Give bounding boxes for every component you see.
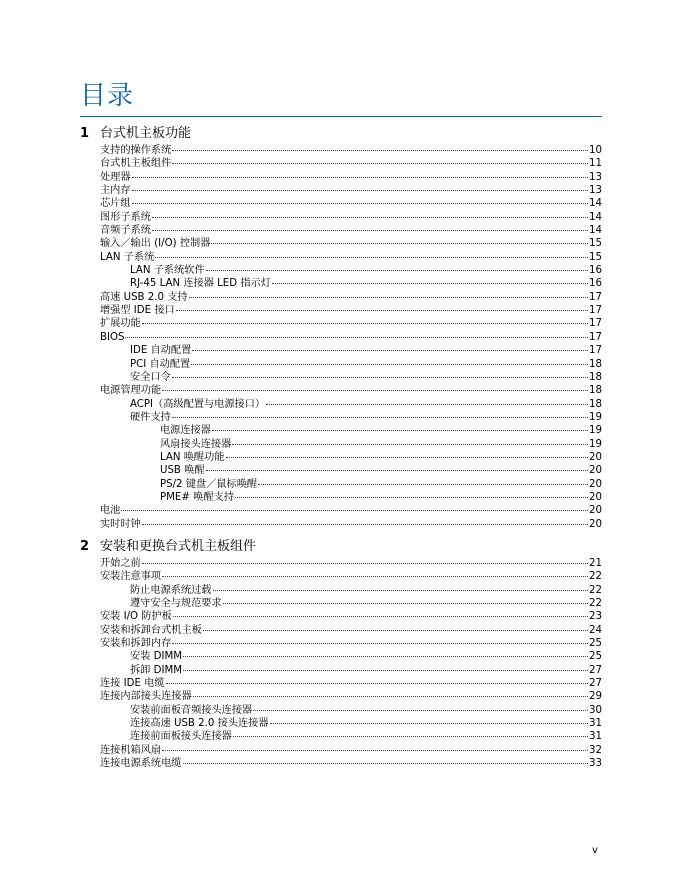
toc-entry[interactable] [100, 171, 602, 184]
toc-entry-title: 开始之前 [100, 558, 141, 569]
toc-entry[interactable] [100, 157, 602, 170]
toc-entry-title: 安装 I/O 防护板 [100, 611, 172, 623]
dot-leader [226, 457, 589, 458]
chapter-heading-2 [80, 538, 602, 556]
dot-leader [192, 350, 588, 351]
toc-entry-page: 27 [589, 678, 602, 690]
toc-entry-title: 安装和拆卸台式机主板 [100, 624, 202, 636]
toc-entry-title: BIOS [100, 331, 125, 343]
dot-leader [142, 524, 588, 525]
dot-leader [172, 163, 588, 164]
toc-entry-title: 电源连接器 [160, 425, 211, 437]
toc-entry[interactable] [100, 317, 602, 330]
toc-entry-page: 21 [589, 558, 602, 569]
toc-entry-page: 25 [589, 638, 602, 650]
toc-entry-title: 电池 [100, 505, 121, 517]
dot-leader [183, 763, 589, 764]
dot-leader [212, 430, 588, 431]
toc-entry[interactable] [100, 557, 602, 570]
toc-entry-title: 连接机箱风扇 [100, 744, 162, 756]
dot-leader [206, 270, 588, 271]
toc-entry[interactable] [100, 677, 602, 690]
toc-entry-page: 22 [589, 598, 602, 610]
toc-entry-title: 安全口令 [130, 371, 171, 383]
toc-entry[interactable] [100, 291, 602, 304]
dot-leader [270, 723, 589, 724]
dot-leader [235, 497, 588, 498]
toc-entry-title: PCI 自动配置 [130, 358, 191, 370]
toc-entry[interactable] [100, 371, 602, 384]
toc-entry[interactable] [100, 637, 602, 650]
toc-entry-page: 20 [589, 451, 602, 463]
toc-entry-title: 连接 IDE 电缆 [100, 678, 165, 690]
toc-entry[interactable] [100, 358, 602, 371]
toc-entry-title: 连接高速 USB 2.0 接头连接器 [130, 718, 269, 730]
toc-entry[interactable] [100, 251, 602, 264]
toc-entry-title: IDE 自动配置 [130, 345, 192, 357]
toc-entry[interactable] [100, 570, 602, 583]
toc-entry-page: 17 [589, 318, 602, 330]
toc-entry-page: 16 [589, 278, 602, 290]
dot-leader [121, 510, 588, 511]
toc-entry-title: 安装前面板音频接头连接器 [130, 704, 253, 716]
toc-entry-page: 25 [589, 651, 602, 663]
toc-entry[interactable] [100, 491, 602, 504]
dot-leader [132, 190, 588, 191]
toc-entry-page: 20 [589, 465, 602, 477]
toc-entry[interactable] [100, 464, 602, 477]
toc-entry[interactable] [100, 144, 602, 157]
dot-leader [125, 337, 588, 338]
toc-entry[interactable] [100, 224, 602, 237]
dot-leader [152, 230, 588, 231]
toc-entry[interactable] [100, 757, 602, 770]
toc-entry-title: 安装和拆卸内存 [100, 638, 172, 650]
dot-leader [166, 683, 589, 684]
toc-entry[interactable] [100, 744, 602, 757]
toc-entry[interactable] [100, 384, 602, 397]
toc-entry-title: 芯片组 [100, 198, 131, 210]
toc-entry[interactable] [100, 438, 602, 451]
chapter-title: 安装和更换台式机主板组件 [100, 539, 257, 554]
toc-entry-page: 27 [589, 664, 602, 676]
toc-entry-page: 18 [589, 358, 602, 370]
toc-entry-title: LAN 子系统 [100, 251, 155, 263]
dot-leader [183, 656, 588, 657]
toc-entry-page: 14 [589, 198, 602, 210]
toc-entry-page: 13 [589, 185, 602, 197]
toc-entry[interactable] [100, 344, 602, 357]
toc-entry-title: 主内存 [100, 185, 131, 197]
toc-entry[interactable] [100, 650, 602, 663]
dot-leader [176, 310, 588, 311]
toc-entry-title: 实时时钟 [100, 518, 141, 530]
chapter-title: 台式机主板功能 [100, 126, 192, 141]
toc-entry-page: 33 [589, 758, 602, 770]
dot-leader [211, 243, 588, 244]
toc-entry[interactable] [100, 277, 602, 290]
toc-entry-title: 台式机主板组件 [100, 158, 172, 170]
dot-leader [203, 630, 588, 631]
toc-entry-title: 图形子系统 [100, 211, 151, 223]
toc-entry-page: 22 [589, 584, 602, 596]
toc-entry-page: 32 [589, 744, 602, 756]
toc-entry-title: PS/2 键盘／鼠标唤醒 [160, 478, 258, 490]
toc-entry[interactable] [100, 597, 602, 610]
toc-entry-title: 电源管理功能 [100, 385, 162, 397]
dot-leader [172, 150, 588, 151]
toc-entry-title: ACPI（高级配置与电源接口） [130, 398, 266, 410]
toc-entry-title: PME# 唤醒支持 [160, 491, 234, 503]
toc-entry[interactable] [100, 331, 602, 344]
toc-entry[interactable] [100, 584, 602, 597]
dot-leader [173, 616, 588, 617]
dot-leader [183, 670, 588, 671]
toc-entry-title: 支持的操作系统 [100, 145, 172, 156]
dot-leader [172, 377, 588, 378]
toc-entry-page: 14 [589, 225, 602, 237]
dot-leader [152, 217, 588, 218]
toc-entry[interactable] [100, 478, 602, 491]
dot-leader [172, 643, 588, 644]
toc-entry-page: 20 [589, 478, 602, 490]
toc-entry-page: 23 [589, 611, 602, 623]
dot-leader [191, 364, 588, 365]
toc-entry-title: 增强型 IDE 接口 [100, 305, 175, 317]
toc-entry[interactable] [100, 264, 602, 277]
toc-entry-page: 17 [589, 345, 602, 357]
toc-entry-page: 24 [589, 624, 602, 636]
toc-entry-page: 15 [589, 238, 602, 250]
dot-leader [206, 470, 589, 471]
toc-entry[interactable] [100, 424, 602, 437]
toc-entry-page: 19 [589, 411, 602, 423]
toc-entry-title: RJ-45 LAN 连接器 LED 指示灯 [130, 278, 271, 290]
toc-entry-title: 扩展功能 [100, 318, 141, 330]
toc-entry-page: 29 [589, 691, 602, 703]
dot-leader [162, 390, 588, 391]
toc-entry-page: 18 [589, 385, 602, 397]
toc-entry-title: 安装 DIMM [130, 651, 183, 663]
toc-entry[interactable] [100, 730, 602, 743]
dot-leader [232, 444, 588, 445]
toc-entry[interactable] [100, 184, 602, 197]
toc-entry-title: 连接内部接头连接器 [100, 691, 192, 703]
toc-entry-title: LAN 唤醒功能 [160, 451, 225, 463]
toc-entry-title: 连接电源系统电缆 [100, 758, 182, 770]
toc-entry-page: 11 [589, 158, 602, 170]
page-number: v [592, 845, 598, 856]
toc-entry[interactable] [100, 717, 602, 730]
toc-entry-page: 20 [589, 518, 602, 530]
dot-leader [258, 484, 588, 485]
toc-entry[interactable] [100, 398, 602, 411]
toc-entry[interactable] [100, 518, 602, 531]
toc-entry[interactable] [100, 664, 602, 677]
title-divider [80, 116, 602, 117]
toc-entry-page: 17 [589, 331, 602, 343]
dot-leader [132, 177, 588, 178]
dot-leader [132, 203, 588, 204]
toc-entry[interactable] [100, 610, 602, 623]
toc-entry-title: 拆卸 DIMM [130, 664, 183, 676]
toc-entry-title: 输入／输出 (I/O) 控制器 [100, 238, 211, 250]
toc-entry[interactable] [100, 504, 602, 517]
dot-leader [162, 750, 588, 751]
toc-entry-page: 14 [589, 211, 602, 223]
toc-entry[interactable] [100, 411, 602, 424]
dot-leader [142, 323, 588, 324]
toc-entry[interactable] [100, 704, 602, 717]
dot-leader [213, 590, 589, 591]
toc-entry-title: 连接前面板接头连接器 [130, 731, 232, 743]
chapter-number: 1 [80, 126, 90, 141]
toc-entry-page: 18 [589, 371, 602, 383]
dot-leader [253, 710, 588, 711]
toc-entry-title: USB 唤醒 [160, 465, 205, 477]
dot-leader [272, 283, 588, 284]
chapter-2-entries [100, 557, 602, 771]
dot-leader [172, 417, 588, 418]
toc-entry-title: LAN 子系统软件 [130, 265, 205, 277]
toc-entry-title: 硬件支持 [130, 411, 171, 423]
toc-entry-page: 19 [589, 438, 602, 450]
dot-leader [142, 563, 588, 564]
toc-entry[interactable] [100, 624, 602, 637]
toc-entry-page: 13 [589, 171, 602, 183]
dot-leader [266, 404, 588, 405]
toc-entry-title: 音频子系统 [100, 225, 151, 237]
toc-entry-page: 18 [589, 398, 602, 410]
toc-entry-title: 安装注意事项 [100, 571, 162, 583]
dot-leader [233, 736, 588, 737]
toc-entry-page: 20 [589, 505, 602, 517]
toc-entry-page: 17 [589, 291, 602, 303]
toc-entry-title: 遵守安全与规范要求 [130, 598, 222, 610]
chapter-1-entries [100, 144, 602, 531]
toc-entry-page: 20 [589, 491, 602, 503]
toc-entry-title: 风扇接头连接器 [160, 438, 232, 450]
toc-entry-title: 防止电源系统过载 [130, 584, 212, 596]
toc-entry[interactable] [100, 237, 602, 250]
toc-entry-page: 19 [589, 425, 602, 437]
dot-leader [189, 297, 588, 298]
page-title: 目录 [80, 81, 135, 111]
toc-entry[interactable] [100, 690, 602, 703]
dot-leader [162, 576, 588, 577]
toc-entry[interactable] [100, 211, 602, 224]
toc-entry-page: 31 [589, 731, 602, 743]
chapter-number: 2 [80, 539, 90, 554]
toc-entry-page: 16 [589, 265, 602, 277]
toc-entry-page: 31 [589, 718, 602, 730]
dot-leader [155, 257, 588, 258]
toc-entry-page: 15 [589, 251, 602, 263]
toc-entry-page: 22 [589, 571, 602, 583]
toc-entry[interactable] [100, 197, 602, 210]
dot-leader [193, 696, 588, 697]
toc-entry[interactable] [100, 451, 602, 464]
toc-entry-title: 高速 USB 2.0 支持 [100, 291, 188, 303]
toc-entry-page: 30 [589, 704, 602, 716]
toc-entry-page: 17 [589, 305, 602, 317]
dot-leader [223, 603, 588, 604]
toc-entry[interactable] [100, 304, 602, 317]
toc-entry-title: 处理器 [100, 171, 131, 183]
chapter-heading-1 [80, 125, 602, 143]
toc-entry-page: 10 [589, 145, 602, 156]
